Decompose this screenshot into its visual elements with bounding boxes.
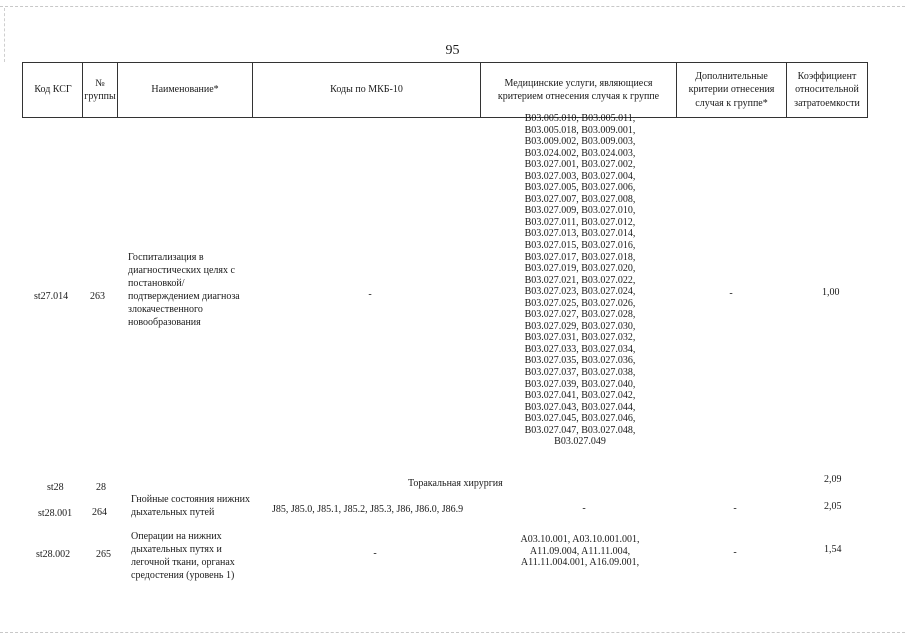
service-code-line: A11.11.004.001, A16.09.001,	[520, 557, 640, 569]
service-code-line: B03.027.041, B03.027.042,	[524, 390, 636, 402]
st28001-extra: -	[733, 503, 737, 514]
header-name	[119, 63, 251, 117]
service-code-line: B03.027.033, B03.027.034,	[524, 343, 636, 355]
service-code-line: B03.027.017, B03.027.018,	[524, 251, 636, 263]
st28002-extra: -	[733, 547, 737, 558]
service-code-line: B03.027.019, B03.027.020,	[524, 263, 636, 275]
column-divider-2	[117, 62, 118, 118]
header-group-no-label: № группы	[84, 77, 116, 102]
st28-coef: 2,09	[824, 474, 842, 485]
column-divider-4	[480, 62, 481, 118]
st27014-group: 263	[90, 291, 105, 302]
service-code-line: B03.005.018, B03.009.001,	[524, 124, 636, 136]
service-code-line: B03.027.003, B03.027.004,	[524, 170, 636, 182]
header-coefficient-label: Коэффициент относительной затратоемкости	[794, 70, 860, 109]
st28-profile: Торакальная хирургия	[408, 478, 503, 489]
service-code-line: B03.027.029, B03.027.030,	[524, 320, 636, 332]
service-code-line: B03.005.010, B03.005.011,	[524, 113, 636, 124]
service-code-line: A11.09.004, A11.11.004,	[529, 545, 631, 557]
table-header-bottom-border	[22, 117, 868, 118]
header-group-no	[84, 63, 116, 117]
service-code-line: B03.027.037, B03.027.038,	[524, 367, 636, 379]
st28002-services	[480, 534, 680, 569]
st28002-group: 265	[96, 549, 111, 560]
st28001-code: st28.001	[38, 508, 73, 519]
header-code-ksg-label: Код КСГ	[34, 84, 72, 96]
service-code-line: B03.027.043, B03.027.044,	[524, 401, 636, 413]
service-code-line: A03.10.001, A03.10.001.001,	[520, 534, 640, 545]
column-divider-5	[676, 62, 677, 118]
st28001-mkb: J85, J85.0, J85.1, J85.2, J85.3, J86, J86.0, J86.9	[272, 504, 464, 515]
header-mkb-codes	[254, 63, 479, 117]
header-extra-criteria	[678, 63, 785, 117]
header-name-label: Наименование*	[151, 84, 219, 96]
service-code-line: B03.027.005, B03.027.006,	[524, 182, 636, 194]
service-code-line: B03.027.015, B03.027.016,	[524, 240, 636, 252]
table-left-border	[22, 62, 23, 118]
header-extra-criteria-label: Дополнительные критерии отнесения случая к группе*	[688, 70, 775, 109]
service-code-line: B03.027.047, B03.027.048,	[524, 424, 636, 436]
st28001-group: 264	[92, 507, 107, 518]
st28001-coef: 2,05	[824, 501, 842, 512]
column-divider-3	[252, 62, 253, 118]
st28002-mkb: -	[373, 548, 377, 559]
st28002-coef: 1,54	[824, 544, 842, 555]
service-code-line: B03.027.031, B03.027.032,	[524, 332, 636, 344]
st28-code: st28	[47, 482, 64, 493]
service-code-line: B03.027.049	[554, 436, 606, 448]
header-code-ksg	[30, 63, 76, 117]
service-code-line: B03.009.002, B03.009.003,	[524, 136, 636, 148]
scan-edge-top	[0, 6, 905, 7]
table-right-border	[867, 62, 868, 118]
service-code-line: B03.027.021, B03.027.022,	[524, 274, 636, 286]
st27014-code: st27.014	[34, 291, 69, 302]
service-code-line: B03.027.027, B03.027.028,	[524, 309, 636, 321]
service-code-line: B03.027.039, B03.027.040,	[524, 378, 636, 390]
page-number: 95	[445, 43, 460, 58]
service-code-line: B03.027.025, B03.027.026,	[524, 297, 636, 309]
st27014-name: Госпитализация в диагностических целях с постановкой/ подтверждением диагноза злокачественного новообразования	[128, 252, 240, 328]
st28002-name: Операции на нижних дыхательных путях и легочной ткани, органах средостения (уровень 1)	[131, 531, 235, 581]
service-code-line: B03.027.007, B03.027.008,	[524, 193, 636, 205]
service-code-line: B03.027.023, B03.027.024,	[524, 286, 636, 298]
st27014-coef: 1,00	[822, 287, 840, 298]
header-mkb-codes-label: Коды по МКБ-10	[330, 84, 403, 96]
header-coefficient	[788, 63, 866, 117]
st28001-name: Гнойные состояния нижних дыхательных путей	[131, 494, 251, 518]
service-code-line: B03.027.009, B03.027.010,	[524, 205, 636, 217]
st28002-code: st28.002	[36, 549, 71, 560]
service-code-line: B03.027.035, B03.027.036,	[524, 355, 636, 367]
st27014-mkb: -	[368, 289, 372, 300]
st28-group: 28	[96, 482, 106, 493]
service-code-line: B03.024.002, B03.024.003,	[524, 147, 636, 159]
st27014-extra: -	[729, 288, 733, 299]
header-services	[482, 63, 675, 117]
st28001-services: -	[582, 503, 586, 514]
st27014-services	[480, 113, 680, 448]
service-code-line: B03.027.001, B03.027.002,	[524, 159, 636, 171]
header-services-label: Медицинские услуги, являющиеся критерием отнесения случая к группе	[497, 77, 660, 102]
service-code-line: B03.027.011, B03.027.012,	[524, 216, 636, 228]
scan-edge-bottom	[0, 632, 905, 633]
column-divider-6	[786, 62, 787, 118]
column-divider-1	[82, 62, 83, 118]
service-code-line: B03.027.013, B03.027.014,	[524, 228, 636, 240]
service-code-line: B03.027.045, B03.027.046,	[524, 413, 636, 425]
